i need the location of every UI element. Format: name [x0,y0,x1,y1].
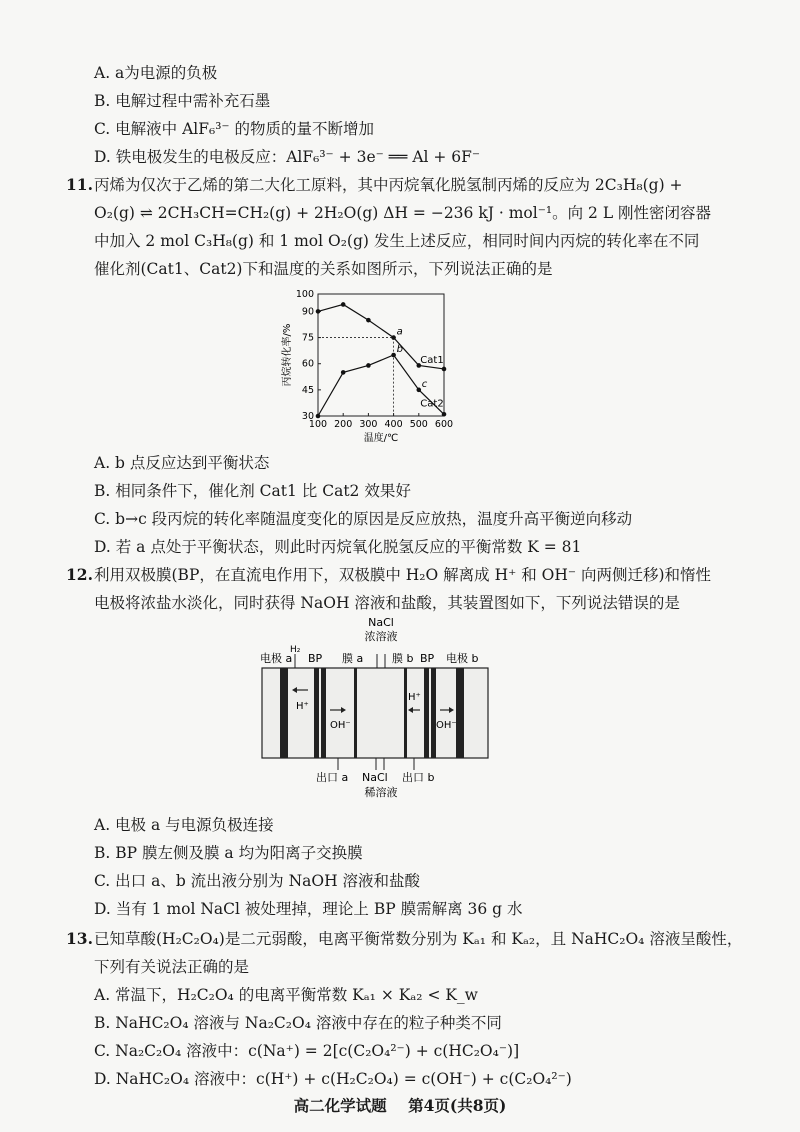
q13-option-b: B. NaHC₂O₄ 溶液与 Na₂C₂O₄ 溶液中存在的粒子种类不同 [94,1014,502,1032]
diagram-electrode-b-label: 电极 b [446,652,479,665]
diagram-electrode-a-label: 电极 a [260,652,293,665]
x-tick-label: 100 [308,419,328,430]
y-tick-label: 100 [295,289,314,300]
q11-stem-3: 中加入 2 mol C₃H₈(g) 和 1 mol O₂(g) 发生上述反应，相同时间内丙烷的转化率在不同 [94,232,700,250]
y-tick-label: 30 [301,411,314,422]
data-point-cat1 [341,302,346,307]
y-tick-label: 75 [301,332,314,344]
q13-option-a: A. 常温下，H₂C₂O₄ 的电离平衡常数 Kₐ₁ × Kₐ₂ < K_w [94,986,478,1004]
q11-option-d: D. 若 a 点处于平衡状态，则此时丙烷氧化脱氢反应的平衡常数 K = 81 [94,538,582,556]
q12-option-c: C. 出口 a、b 流出液分别为 NaOH 溶液和盐酸 [94,872,421,890]
data-point-cat2 [442,412,447,417]
bp-membrane-right-a [424,668,429,758]
h-plus-label-left: H⁺ [296,701,309,712]
data-point-cat1 [391,335,396,340]
q11-number: 11. [66,175,93,194]
x-tick-label: 600 [434,419,454,430]
q12-stem-1: 利用双极膜(BP，在直流电作用下，双极膜中 H₂O 解离成 H⁺ 和 OH⁻ 向两侧迁移)和惰性 [94,566,712,584]
diagram-membrane-b-label: 膜 b [392,652,414,665]
oh-minus-label-right: OH⁻ [436,720,457,731]
conversion-chart [270,286,470,446]
diagram-bp-left-label: BP [308,652,323,665]
q12-stem-2: 电极将浓盐水淡化，同时获得 NaOH 溶液和盐酸，其装置图如下，下列说法错误的是 [94,594,680,612]
q13-stem-1: 已知草酸(H₂C₂O₄)是二元弱酸，电离平衡常数分别为 Kₐ₁ 和 Kₐ₂，且 NaHC₂O₄ 溶液呈酸性， [94,930,743,948]
q11-option-a: A. b 点反应达到平衡状态 [94,454,270,472]
data-point-cat2 [391,353,396,358]
h-plus-label-right: H⁺ [408,692,421,703]
x-tick-label: 300 [359,419,378,430]
q11-option-b: B. 相同条件下，催化剂 Cat1 比 Cat2 效果好 [94,482,411,500]
q13-stem-2: 下列有关说法正确的是 [94,958,250,976]
y-tick-label: 60 [301,358,314,370]
electrolysis-cell [262,668,488,758]
q12-option-b: B. BP 膜左侧及膜 a 均为阳离子交换膜 [94,844,363,862]
diagram-outlet-b-label: 出口 b [402,771,435,784]
q13-option-d: D. NaHC₂O₄ 溶液中：c(H⁺) + c(H₂C₂O₄) = c(OH⁻) + c(C₂O₄²⁻) [94,1070,572,1088]
bp-membrane-left-b [321,668,326,758]
x-tick-label: 400 [384,419,403,430]
data-point-cat1 [442,367,447,372]
point-label-c: c [421,378,428,390]
q10-option-b: B. 电解过程中需补充石墨 [94,92,271,110]
point-label-b: b [396,344,403,355]
diagram-top-label-2: 浓溶液 [364,630,398,643]
q12-option-d: D. 当有 1 mol NaCl 被处理掉，理论上 BP 膜需解离 36 g 水 [94,900,523,918]
q10-option-c: C. 电解液中 AlF₆³⁻ 的物质的量不断增加 [94,120,375,138]
electrode-a [280,668,288,758]
electrode-b [456,668,464,758]
diagram-h2-label: H₂ [290,645,301,655]
data-point-cat1 [316,309,321,314]
q10-option-a: A. a为电源的负极 [94,64,218,82]
bp-membrane-right-b [431,668,436,758]
diagram-top-label-1: NaCl [368,616,394,629]
diagram-bp-right-label: BP [420,652,435,665]
series-label-cat2: Cat2 [420,398,444,410]
q11-option-c: C. b→c 段丙烷的转化率随温度变化的原因是反应放热，温度升高平衡逆向移动 [94,510,633,528]
y-axis-label: 丙烷转化率/% [282,323,293,387]
membrane-b [404,668,407,758]
q11-stem-2: O₂(g) ⇌ 2CH₃CH=CH₂(g) + 2H₂O(g) ΔH = −236 kJ · mol⁻¹。向 2 L 刚性密闭容器 [94,204,712,222]
q13-option-c: C. Na₂C₂O₄ 溶液中：c(Na⁺) = 2[c(C₂O₄²⁻) + c(HC₂O₄⁻)] [94,1042,520,1060]
y-tick-label: 90 [301,306,314,318]
diagram-outlet-a-label: 出口 a [316,771,349,784]
q12-number: 12. [66,565,93,584]
bipolar-membrane-apparatus-diagram [250,614,500,800]
data-point-cat2 [417,388,422,393]
oh-minus-label-left: OH⁻ [330,720,351,731]
data-point-cat2 [316,414,321,419]
point-label-a: a [396,326,403,338]
q12-option-a: A. 电极 a 与电源负极连接 [94,816,274,834]
data-point-cat1 [366,318,371,323]
bp-membrane-left-a [314,668,319,758]
x-tick-label: 200 [334,419,353,430]
q11-stem-4: 催化剂(Cat1、Cat2)下和温度的关系如图所示，下列说法正确的是 [94,260,553,278]
q11-stem-1: 丙烯为仅次于乙烯的第二大化工原料，其中丙烷氧化脱氢制丙烯的反应为 2C₃H₈(g) + [94,176,683,194]
footer-subject: 高二化学试题 [293,1096,387,1115]
diagram-bottom-label: 稀溶液 [364,786,398,799]
membrane-a [354,668,357,758]
footer-page-number: 第4页(共8页) [408,1096,507,1115]
q10-option-d: D. 铁电极发生的电极反应：AlF₆³⁻ + 3e⁻ ══ Al + 6F⁻ [94,148,481,166]
diagram-nacl-bottom-label: NaCl [362,771,388,784]
q13-number: 13. [66,929,93,948]
data-point-cat2 [366,363,371,368]
x-tick-label: 500 [409,419,428,430]
data-point-cat2 [341,370,346,375]
y-tick-label: 45 [301,384,314,396]
diagram-membrane-a-label: 膜 a [342,652,364,665]
page-footer [0,1094,800,1116]
series-label-cat1: Cat1 [420,354,444,366]
x-axis-label: 温度/℃ [363,433,399,444]
